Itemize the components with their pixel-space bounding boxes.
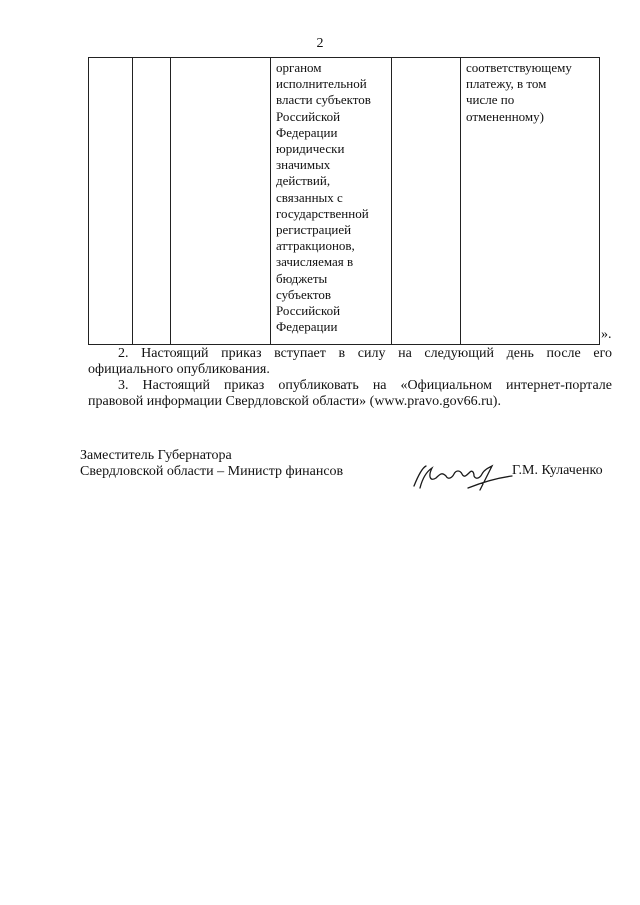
closing-quote: ». [601,327,612,342]
paragraph-2-line-1: 2. Настоящий приказ вступает в силу на следующий день после его [118,346,612,361]
cell-text-line: регистрацией [276,222,352,238]
table-cell-col5 [392,58,461,345]
cell-text-line: исполнительной [276,76,367,92]
cell-text-line: юридически [276,141,345,157]
cell-text-line: аттракционов, [276,238,355,254]
cell-text-line: Федерации [276,124,338,140]
signatory-name: Г.М. Кулаченко [512,463,603,478]
cell-text-line: бюджеты [276,270,328,286]
cell-text-line: соответствующему [466,60,572,75]
cell-text-line: платежу, в том [466,76,547,92]
cell-text-line: связанных с [276,189,343,205]
cell-text-line: Федерации [276,319,338,335]
table-cell-col3 [171,58,271,345]
cell-text-line: действий, [276,173,331,189]
table-cell-col4 [271,58,392,345]
payments-table [88,57,600,345]
page-number: 2 [316,36,324,51]
cell-text-line: числе по [466,92,515,108]
handwritten-signature [408,458,518,498]
cell-text-line: зачисляемая в [276,254,354,270]
cell-text-line: значимых [276,157,331,173]
paragraph-3-line-2: правовой информации Свердловской области» (www.pravo.gov66.ru). [88,394,501,409]
table-row [89,58,600,345]
table-cell-col1 [89,58,133,345]
cell-text-line: органом [276,60,322,75]
paragraph-2-line-2: официального опубликования. [88,362,270,377]
cell-text-line: государственной [276,205,369,221]
paragraph-3-line-1: 3. Настоящий приказ опубликовать на «Официальном интернет-портале [118,378,612,393]
cell-text-line: Российской [276,303,341,319]
cell-text-line: субъектов [276,286,332,302]
cell-text-line: отмененному) [466,108,544,124]
table-cell-col2 [133,58,171,345]
signatory-title-line-1: Заместитель Губернатора [80,448,232,463]
table-cell-col6 [461,58,600,345]
cell-text-line: Российской [276,108,341,124]
signatory-title-line-2: Свердловской области – Министр финансов [80,464,344,479]
cell-text-line: власти субъектов [276,92,371,108]
